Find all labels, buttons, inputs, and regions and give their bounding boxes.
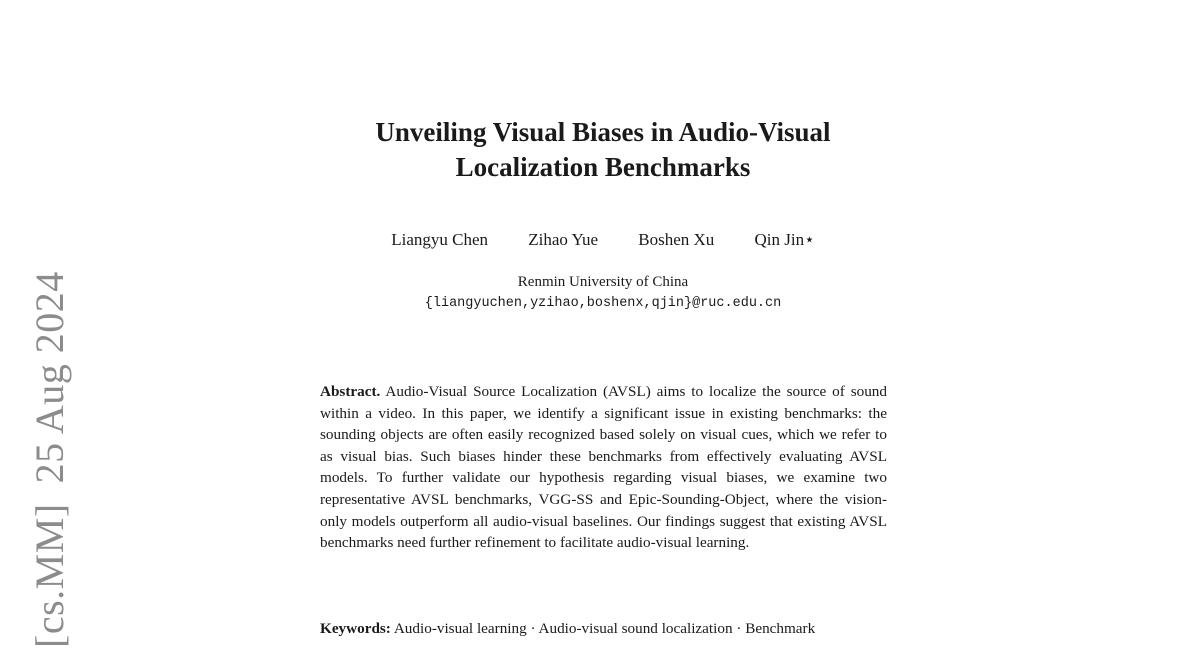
keywords: [320, 618, 887, 640]
arxiv-category: [cs.MM]: [27, 503, 72, 648]
paper-title-line-1: Unveiling Visual Biases in Audio-Visual: [375, 117, 831, 147]
paper-title: [300, 115, 906, 185]
keywords-label: Keywords:: [320, 620, 391, 637]
paper-title-line-2: Localization Benchmarks: [455, 152, 751, 182]
author-name: Liangyu Chen: [391, 230, 489, 249]
author-name: Qin Jin⋆: [754, 230, 815, 249]
affiliation: Renmin University of China: [517, 274, 689, 290]
abstract-label: Abstract.: [320, 383, 381, 400]
arxiv-date: 25 Aug 2024: [27, 271, 72, 484]
abstract: [320, 381, 887, 554]
author-name: Boshen Xu: [638, 230, 715, 249]
arxiv-stamp: [27, 271, 72, 648]
abstract-text: Audio-Visual Source Localization (AVSL) aims to localize the source of sound within a video. In this paper, we identify a significant issue in existing benchmarks: the sounding objects are often easily recognized based solely on visual cues, which we refer to as visual bias. Such biases hinder these benchmarks from effectively evaluating AVSL models. To further validate our hypothesis regarding visual biases, we examine two representative AVSL benchmarks, VGG-SS and Epic-Sounding-Object, where the vision-only models outperform all audio-visual baselines. Our findings suggest that existing AVSL benchmarks need further refinement to facilitate audio-visual learning.: [320, 383, 887, 552]
keywords-text: Audio-visual learning · Audio-visual sound localization · Benchmark: [393, 620, 816, 637]
author-list: [300, 229, 906, 251]
author-name: Zihao Yue: [528, 230, 598, 249]
author-emails: {liangyuchen,yzihao,boshenx,qjin}@ruc.edu.cn: [424, 296, 782, 311]
arxiv-stamp-text: [28, 271, 72, 648]
